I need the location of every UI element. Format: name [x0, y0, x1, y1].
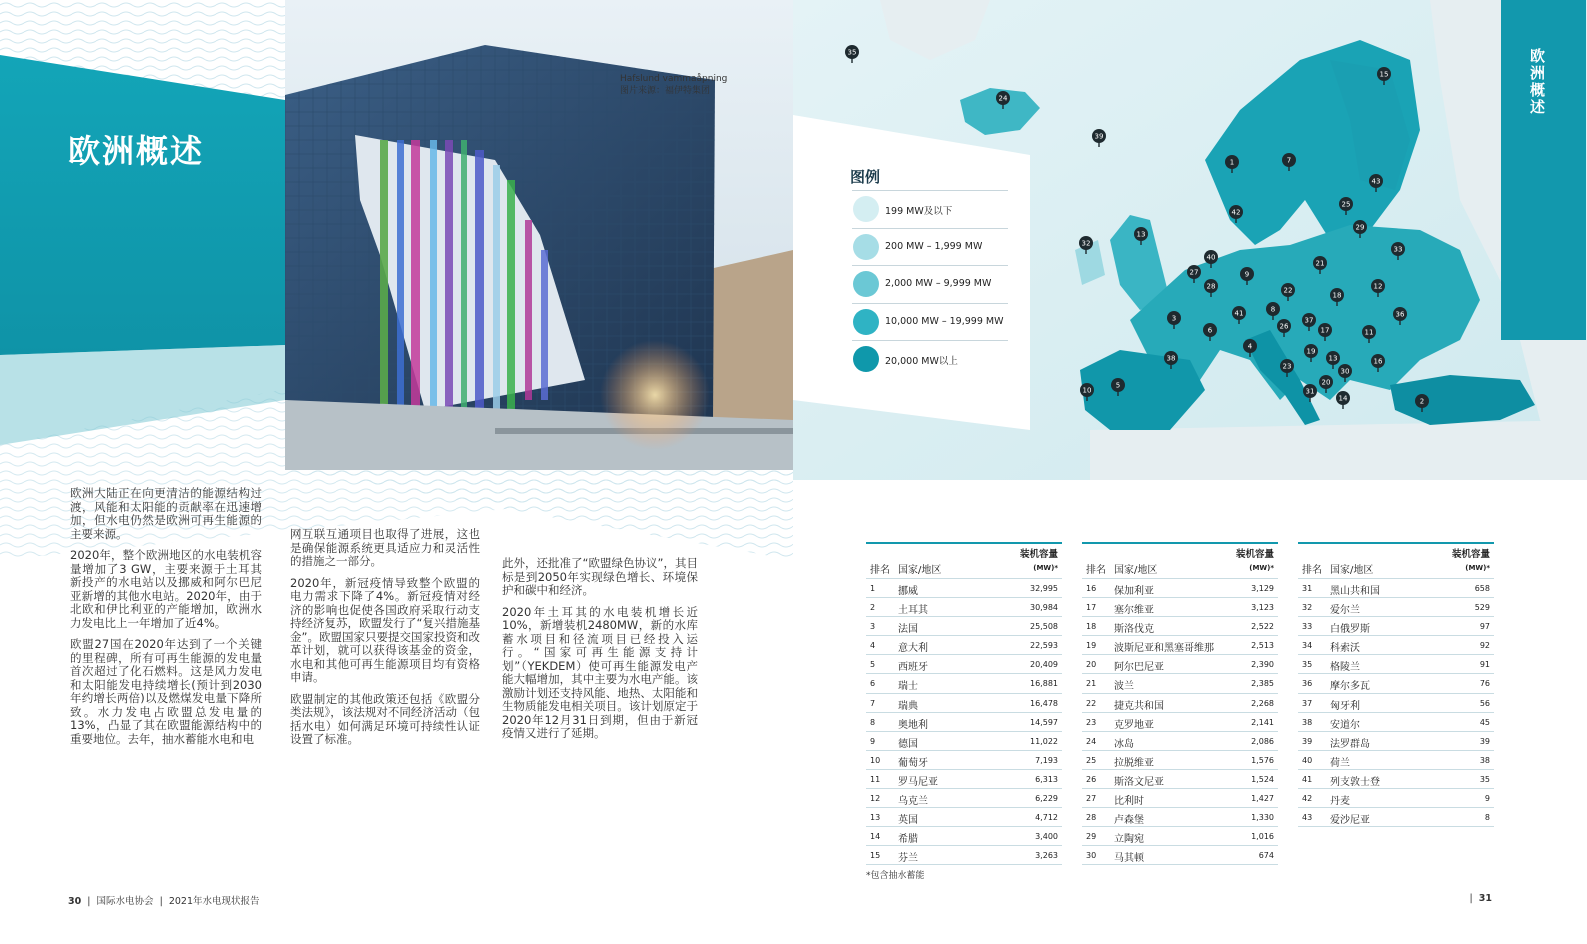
cell-capacity: 56: [1479, 698, 1490, 708]
legend-swatch: [853, 346, 879, 372]
map-pin-label: 32: [1081, 239, 1091, 248]
cell-rank: 2: [870, 603, 876, 613]
map-pin-label: 31: [1305, 387, 1315, 396]
paragraph: 网互联互通项目也取得了进展，这也是确保能源系统更具适应力和灵活性的措施之一部分。: [290, 527, 480, 568]
table-row: [866, 654, 1062, 673]
ranking-table-2: [1082, 542, 1278, 865]
table-row: [1298, 597, 1494, 616]
table-row: [866, 769, 1062, 788]
table-row: [1082, 693, 1278, 712]
table-row: [866, 826, 1062, 845]
cell-country: 保加利亚: [1114, 586, 1154, 597]
cell-rank: 12: [870, 794, 881, 804]
cell-rank: 15: [870, 851, 881, 861]
map-pin-label: 13: [1136, 230, 1146, 239]
header-rank: 排名: [1086, 565, 1106, 576]
table-header: [1082, 542, 1278, 578]
cell-capacity: 25,508: [1030, 622, 1058, 632]
cell-capacity: 529: [1474, 603, 1490, 613]
page-number: 30: [68, 896, 82, 907]
header-country: 国家/地区: [1330, 565, 1374, 576]
section-tab-label: 欧洲概述: [1528, 48, 1546, 116]
map-pin-label: 13: [1328, 354, 1338, 363]
map-pin-label: 17: [1320, 326, 1330, 335]
legend-label: 200 MW – 1,999 MW: [885, 240, 983, 252]
cell-rank: 25: [1086, 755, 1097, 765]
footer-right: | 31: [1469, 893, 1492, 904]
cell-rank: 29: [1086, 832, 1097, 842]
cell-capacity: 14,597: [1030, 717, 1058, 727]
cell-rank: 43: [1302, 813, 1313, 823]
table-row: [866, 597, 1062, 616]
cell-country: 列支敦士登: [1330, 776, 1380, 788]
cell-rank: 9: [870, 736, 876, 746]
paragraph: 欧洲大陆正在向更清洁的能源结构过渡，风能和太阳能的贡献率在迅速增加，但水电仍然是欧洲可再生能源的主要来源。: [70, 486, 262, 541]
table-row: [866, 750, 1062, 769]
building-photo: [285, 0, 793, 470]
cell-rank: 20: [1086, 660, 1097, 670]
cell-country: 希腊: [898, 834, 918, 846]
cell-capacity: 20,409: [1030, 660, 1058, 670]
cell-rank: 39: [1302, 736, 1313, 746]
cell-capacity: 3,129: [1251, 584, 1274, 593]
cell-capacity: 38: [1479, 755, 1490, 765]
cell-rank: 13: [870, 813, 881, 823]
table-header: [866, 542, 1062, 578]
legend-item: [852, 190, 1008, 226]
cell-country: 斯洛文尼亚: [1114, 776, 1164, 788]
cell-country: 塞尔维亚: [1114, 605, 1154, 617]
map-pin-label: 24: [998, 94, 1008, 103]
map-pin-label: 26: [1279, 322, 1289, 331]
legend-title: 图例: [850, 168, 881, 186]
cell-country: 斯洛伐克: [1114, 624, 1154, 636]
map-pin-label: 16: [1373, 357, 1383, 366]
table-row: [1298, 654, 1494, 673]
cell-country: 阿尔巴尼亚: [1114, 662, 1164, 674]
table-row: [1082, 578, 1278, 597]
cell-country: 意大利: [898, 643, 928, 655]
cell-country: 爱尔兰: [1330, 605, 1360, 617]
cell-capacity: 1,427: [1251, 794, 1274, 804]
table-bottom-rule: [1298, 826, 1494, 827]
map-pin-label: 41: [1234, 309, 1244, 318]
map-pin-label: 7: [1286, 156, 1292, 165]
table-row: [866, 845, 1062, 864]
cell-country: 匈牙利: [1330, 700, 1360, 712]
legend-item: [852, 340, 1008, 376]
cell-capacity: 658: [1474, 584, 1490, 593]
legend-swatch: [853, 271, 879, 297]
cell-rank: 18: [1086, 622, 1097, 632]
table-row: [1082, 635, 1278, 654]
cell-capacity: 1,330: [1251, 813, 1274, 823]
cell-country: 葡萄牙: [898, 757, 928, 769]
cell-country: 波斯尼亚和黑塞哥维那: [1114, 643, 1214, 655]
cell-capacity: 3,400: [1035, 832, 1058, 842]
cell-country: 西班牙: [898, 662, 928, 674]
cell-country: 荷兰: [1330, 757, 1350, 769]
cell-capacity: 6,229: [1035, 794, 1058, 804]
cell-capacity: 22,593: [1030, 641, 1058, 651]
cell-country: 土耳其: [898, 605, 928, 617]
cell-country: 摩尔多瓦: [1330, 681, 1370, 693]
legend-item: [852, 265, 1008, 301]
cell-country: 卢森堡: [1114, 815, 1144, 827]
table-bottom-rule: [1082, 864, 1278, 865]
cell-country: 法罗群岛: [1330, 738, 1370, 750]
map-pin-label: 27: [1189, 268, 1199, 277]
legend-swatch: [853, 196, 879, 222]
header-country: 国家/地区: [1114, 565, 1158, 576]
cell-rank: 23: [1086, 717, 1097, 727]
cell-country: 安道尔: [1330, 719, 1360, 731]
header-country: 国家/地区: [898, 565, 942, 576]
map-pin-label: 9: [1244, 270, 1250, 279]
text-column-1: [70, 487, 262, 754]
table-row: [866, 616, 1062, 635]
map-pin-label: 20: [1321, 378, 1331, 387]
table-row: [866, 578, 1062, 597]
cell-capacity: 2,522: [1251, 622, 1274, 632]
table-row: [866, 635, 1062, 654]
cell-country: 瑞士: [898, 681, 918, 693]
map-pin-label: 35: [847, 48, 857, 57]
cell-capacity: 674: [1258, 851, 1274, 861]
map-pin-label: 21: [1315, 259, 1325, 268]
legend-item: [852, 228, 1008, 264]
table-footnote: *包含抽水蓄能: [866, 871, 925, 881]
cell-rank: 30: [1086, 851, 1097, 861]
cell-capacity: 91: [1479, 660, 1490, 670]
cell-rank: 10: [870, 755, 881, 765]
table-row: [1082, 769, 1278, 788]
map-pin-label: 39: [1094, 132, 1104, 141]
cell-capacity: 7,193: [1035, 755, 1058, 765]
map-pin-label: 42: [1231, 208, 1241, 217]
cell-country: 乌克兰: [898, 796, 928, 808]
cell-rank: 21: [1086, 679, 1097, 689]
paragraph: 欧盟27国在2020年达到了一个关键的里程碑，所有可再生能源的发电量首次超过了化石燃料。这是风力发电和太阳能发电持续增长(预计到2030年约增长两倍)以及燃煤发电量下降所致。水力发电占欧盟总发电量的13%，凸显了其在欧盟能源结构中的重要地位。去年，抽水蓄能水电和电: [70, 637, 262, 746]
text-column-3: [502, 557, 698, 749]
map-pin-label: 18: [1332, 291, 1342, 300]
cell-capacity: 6,313: [1035, 774, 1058, 784]
cell-rank: 31: [1302, 584, 1313, 593]
header-capacity: 装机容量 (MW)*: [1235, 549, 1274, 572]
cell-country: 克罗地亚: [1114, 719, 1154, 731]
table-row: [866, 807, 1062, 826]
cell-country: 瑞典: [898, 700, 918, 712]
table-row: [1082, 673, 1278, 692]
cell-capacity: 3,123: [1251, 603, 1274, 613]
map-pin-label: 4: [1247, 342, 1253, 351]
cell-country: 英国: [898, 815, 918, 827]
cell-rank: 35: [1302, 660, 1313, 670]
cell-capacity: 35: [1479, 774, 1490, 784]
cell-capacity: 2,390: [1251, 660, 1274, 670]
cell-rank: 33: [1302, 622, 1313, 632]
map-pin-label: 33: [1393, 245, 1403, 254]
cell-rank: 37: [1302, 698, 1313, 708]
paragraph: 欧盟制定的其他政策还包括《欧盟分类法规》，该法规对不同经济活动（包括水电）如何满足环境可持续性认证设置了标准。: [290, 691, 480, 746]
header-rank: 排名: [1302, 565, 1322, 576]
map-pin-label: 11: [1364, 328, 1374, 337]
legend-label: 10,000 MW – 19,999 MW: [885, 315, 1004, 327]
paragraph: 此外，还批准了“欧盟绿色协议”，其目标是到2050年实现绿色增长、环境保护和碳中和经济。: [502, 556, 698, 597]
cell-rank: 1: [870, 584, 876, 593]
cell-capacity: 2,086: [1251, 736, 1274, 746]
header-capacity: 装机容量 (MW)*: [1019, 549, 1058, 572]
legend-item: [852, 303, 1008, 339]
page-number: 31: [1478, 893, 1492, 904]
cell-rank: 36: [1302, 679, 1313, 689]
left-page: [0, 0, 793, 944]
table-row: [1298, 750, 1494, 769]
cell-capacity: 2,385: [1251, 679, 1274, 689]
cell-capacity: 1,524: [1251, 774, 1274, 784]
table-row: [1298, 578, 1494, 597]
map-pin-label: 6: [1207, 326, 1213, 335]
table-row: [1082, 788, 1278, 807]
map-pin-label: 19: [1306, 347, 1316, 356]
cell-rank: 11: [870, 774, 881, 784]
cell-country: 立陶宛: [1114, 834, 1144, 846]
map-pin-label: 8: [1270, 305, 1276, 314]
cell-rank: 40: [1302, 755, 1313, 765]
cell-country: 爱沙尼亚: [1330, 815, 1370, 827]
cell-capacity: 8: [1484, 813, 1490, 823]
map-pin-label: 22: [1283, 286, 1293, 295]
cell-rank: 28: [1086, 813, 1097, 823]
map-pin-label: 36: [1395, 310, 1405, 319]
cell-capacity: 4,712: [1035, 813, 1058, 823]
cell-capacity: 2,513: [1251, 641, 1274, 651]
table-row: [866, 712, 1062, 731]
table-row: [1082, 750, 1278, 769]
right-page: [793, 0, 1587, 944]
map-pin-label: 25: [1341, 200, 1351, 209]
cell-capacity: 39: [1479, 736, 1490, 746]
table-row: [1082, 712, 1278, 731]
legend-label: 20,000 MW以上: [885, 356, 958, 367]
cell-country: 捷克共和国: [1114, 700, 1164, 712]
map-pin-label: 15: [1379, 70, 1389, 79]
cell-capacity: 11,022: [1030, 736, 1058, 746]
cell-country: 丹麦: [1330, 796, 1350, 808]
cell-country: 格陵兰: [1330, 662, 1360, 674]
map-pin-label: 14: [1338, 394, 1348, 403]
cell-country: 冰岛: [1114, 738, 1134, 750]
table-row: [1298, 807, 1494, 826]
cell-country: 黑山共和国: [1330, 586, 1380, 597]
cell-rank: 8: [870, 717, 876, 727]
cell-country: 挪威: [898, 586, 918, 597]
map-pin-label: 3: [1171, 314, 1177, 323]
cell-capacity: 92: [1479, 641, 1490, 651]
table-row: [1082, 826, 1278, 845]
cell-rank: 22: [1086, 698, 1097, 708]
map-pin-label: 28: [1206, 282, 1216, 291]
photo-caption: Hafslund vammaåpning 图片来源：福伊特集团: [620, 74, 728, 96]
cell-capacity: 3,263: [1035, 851, 1058, 861]
cell-rank: 16: [1086, 584, 1097, 593]
cell-country: 波兰: [1114, 681, 1134, 693]
cell-country: 拉脱维亚: [1114, 757, 1154, 769]
legend-swatch: [853, 234, 879, 260]
cell-capacity: 30,984: [1030, 603, 1058, 613]
table-row: [1082, 731, 1278, 750]
cell-country: 白俄罗斯: [1330, 624, 1370, 636]
map-pin-label: 10: [1082, 386, 1092, 395]
cell-rank: 17: [1086, 603, 1097, 613]
text-column-2: [290, 528, 480, 755]
cell-rank: 6: [870, 679, 876, 689]
cell-capacity: 76: [1479, 679, 1490, 689]
table-row: [866, 693, 1062, 712]
cell-capacity: 16,881: [1030, 679, 1058, 689]
table-row: [1082, 616, 1278, 635]
cell-rank: 32: [1302, 603, 1313, 613]
ranking-table-1: [866, 542, 1062, 865]
table-row: [1298, 635, 1494, 654]
cell-capacity: 2,268: [1251, 698, 1274, 708]
table-row: [1082, 845, 1278, 864]
cell-capacity: 45: [1479, 717, 1490, 727]
cell-country: 奥地利: [898, 719, 928, 731]
cell-capacity: 1,016: [1251, 832, 1274, 842]
cell-rank: 3: [870, 622, 876, 632]
map-pin-label: 12: [1373, 282, 1383, 291]
cell-rank: 38: [1302, 717, 1313, 727]
cell-capacity: 32,995: [1030, 584, 1058, 593]
map-pin-label: 30: [1340, 367, 1350, 376]
table-header: [1298, 542, 1494, 578]
ranking-table-3: [1298, 542, 1494, 827]
cell-rank: 41: [1302, 774, 1313, 784]
table-row: [1298, 731, 1494, 750]
cell-country: 马其顿: [1114, 853, 1144, 865]
table-row: [1082, 597, 1278, 616]
cell-country: 比利时: [1114, 796, 1144, 808]
table-row: [1082, 807, 1278, 826]
table-row: [1298, 616, 1494, 635]
table-row: [1298, 769, 1494, 788]
cell-capacity: 1,576: [1251, 755, 1274, 765]
cell-capacity: 16,478: [1030, 698, 1058, 708]
table-row: [866, 673, 1062, 692]
header-rank: 排名: [870, 565, 890, 576]
table-row: [1298, 712, 1494, 731]
table-bottom-rule: [866, 864, 1062, 865]
cell-rank: 7: [870, 698, 876, 708]
cell-rank: 26: [1086, 774, 1097, 784]
footer-report: 2021年水电现状报告: [168, 896, 260, 907]
map-pin-label: 29: [1355, 223, 1365, 232]
table-row: [1298, 673, 1494, 692]
table-row: [1298, 693, 1494, 712]
cell-capacity: 9: [1484, 794, 1490, 804]
cell-country: 芬兰: [898, 853, 918, 865]
map-pin-label: 38: [1166, 354, 1176, 363]
table-row: [1082, 654, 1278, 673]
legend-swatch: [853, 309, 879, 335]
header-capacity: 装机容量 (MW)*: [1451, 549, 1490, 572]
cell-country: 德国: [898, 738, 918, 750]
cell-rank: 14: [870, 832, 881, 842]
paragraph: 2020年土耳其的水电装机增长近10%，新增装机2480MW，新的水库蓄水项目和径流项目已经投入运行。“国家可再生能源支持计划”（YEKDEM）使可再生能源发电产能大幅增加，其中主要为水电产能。该激励计划还支持风能、地热、太阳能和生物质能发电相关项目。该计划原定于2020年12月31日到期，但由于新冠疫情又进行了延期。: [502, 604, 698, 740]
cell-rank: 5: [870, 660, 876, 670]
cell-country: 法国: [898, 624, 918, 636]
cell-rank: 42: [1302, 794, 1313, 804]
map-pin-label: 40: [1206, 253, 1216, 262]
legend-label: 199 MW及以下: [885, 206, 953, 217]
table-row: [866, 731, 1062, 750]
footer-left: 30 | 国际水电协会 | 2021年水电现状报告: [68, 896, 260, 907]
cell-rank: 4: [870, 641, 876, 651]
cell-capacity: 2,141: [1251, 717, 1274, 727]
map-pin-label: 2: [1419, 397, 1425, 406]
cell-capacity: 97: [1479, 622, 1490, 632]
paragraph: 2020年，新冠疫情导致整个欧盟的电力需求下降了4%。新冠疫情对经济的影响也促使各国政府采取行动支持经济复苏，欧盟发行了“复兴措施基金”。欧盟国家只要提交国家投资和改革计划，就可以获得该基金的资金，水电和其他可再生能源项目均有资格申请。: [290, 575, 480, 684]
cell-country: 科索沃: [1330, 643, 1360, 655]
cell-rank: 34: [1302, 641, 1313, 651]
paragraph: 2020年，整个欧洲地区的水电装机容量增加了3 GW，主要来源于土耳其新投产的水电站以及挪威和阿尔巴尼亚新增的其他水电站。2020年，由于北欧和伊比利亚的产能增加，欧洲水力发电比上一年增加了近4%。: [70, 548, 262, 630]
cell-rank: 24: [1086, 736, 1097, 746]
map-pin-label: 43: [1371, 177, 1381, 186]
footer-org: 国际水电协会: [96, 896, 154, 907]
legend-label: 2,000 MW – 9,999 MW: [885, 278, 992, 289]
table-row: [866, 788, 1062, 807]
table-row: [1298, 788, 1494, 807]
cell-rank: 19: [1086, 641, 1097, 651]
cell-rank: 27: [1086, 794, 1097, 804]
map-pin-label: 1: [1229, 158, 1235, 167]
page-title: 欧洲概述: [68, 132, 205, 170]
map-pin-label: 5: [1115, 381, 1121, 390]
map-pin-label: 37: [1304, 316, 1314, 325]
cell-country: 罗马尼亚: [898, 776, 938, 788]
map-pin-label: 23: [1282, 362, 1292, 371]
